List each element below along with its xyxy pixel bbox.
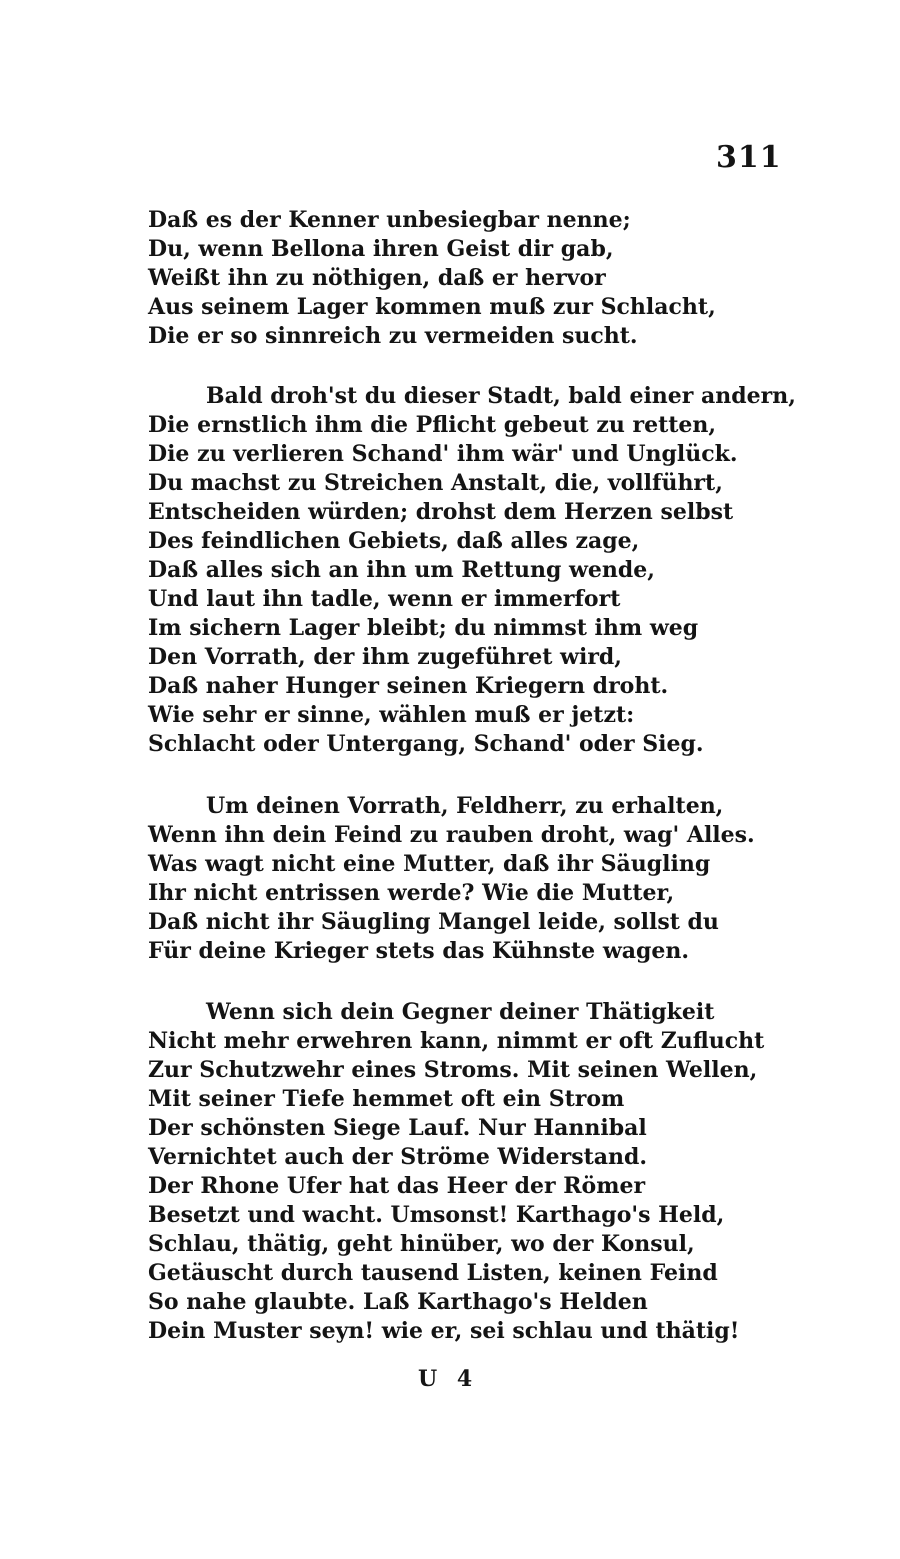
page-number: 311	[716, 140, 782, 175]
verse-line: Daß alles sich an ihn um Rettung wende,	[148, 557, 655, 583]
verse-line: Die zu verlieren Schand' ihm wär' und Unglück.	[148, 441, 738, 467]
verse-line: Daß nicht ihr Säugling Mangel leide, sollst du	[148, 909, 719, 935]
verse-line: Um deinen Vorrath, Feldherr, zu erhalten,	[206, 793, 724, 819]
verse-line: Schlau, thätig, geht hinüber, wo der Konsul,	[148, 1231, 695, 1257]
verse-line: Daß es der Kenner unbesiegbar nenne;	[148, 207, 631, 233]
stanza-1	[148, 206, 788, 351]
verse-line: Die er so sinnreich zu vermeiden sucht.	[148, 323, 638, 349]
verse-line: Wenn ihn dein Feind zu rauben droht, wag' Alles.	[148, 822, 755, 848]
verse-line: Wenn sich dein Gegner deiner Thätigkeit	[206, 999, 715, 1025]
verse-line: Entscheiden würden; drohst dem Herzen selbst	[148, 499, 734, 525]
verse-line: Des feindlichen Gebiets, daß alles zage,	[148, 528, 640, 554]
verse-line: Besetzt und wacht. Umsonst! Karthago's Held,	[148, 1202, 725, 1228]
verse-line: Und laut ihn tadle, wenn er immerfort	[148, 586, 621, 612]
stanza-3	[148, 792, 788, 966]
verse-line: Dein Muster seyn! wie er, sei schlau und thätig!	[148, 1318, 740, 1344]
verse-line: Nicht mehr erwehren kann, nimmt er oft Zuflucht	[148, 1028, 765, 1054]
verse-line: Weißt ihn zu nöthigen, daß er hervor	[148, 265, 606, 291]
verse-line: Der schönsten Siege Lauf. Nur Hannibal	[148, 1115, 647, 1141]
verse-line: Getäuscht durch tausend Listen, keinen Feind	[148, 1260, 718, 1286]
verse-line: Die ernstlich ihm die Pflicht gebeut zu retten,	[148, 412, 717, 438]
verse-line: So nahe glaubte. Laß Karthago's Helden	[148, 1289, 648, 1315]
verse-line: Den Vorrath, der ihm zugeführet wird,	[148, 644, 622, 670]
stanza-4	[148, 998, 788, 1346]
verse-line: Du, wenn Bellona ihren Geist dir gab,	[148, 236, 614, 262]
verse-line: Vernichtet auch der Ströme Widerstand.	[148, 1144, 648, 1170]
verse-line: Daß naher Hunger seinen Kriegern droht.	[148, 673, 669, 699]
verse-line: Im sichern Lager bleibt; du nimmst ihm weg	[148, 615, 699, 641]
stanza-2	[148, 382, 796, 759]
verse-line: Für deine Krieger stets das Kühnste wagen.	[148, 938, 690, 964]
signature-mark: U 4	[418, 1366, 479, 1392]
verse-line: Wie sehr er sinne, wählen muß er jetzt:	[148, 702, 635, 728]
verse-line: Was wagt nicht eine Mutter, daß ihr Säugling	[148, 851, 711, 877]
verse-line: Du machst zu Streichen Anstalt, die, vollführt,	[148, 470, 723, 496]
verse-line: Der Rhone Ufer hat das Heer der Römer	[148, 1173, 646, 1199]
verse-line: Schlacht oder Untergang, Schand' oder Sieg.	[148, 731, 704, 757]
verse-line: Aus seinem Lager kommen muß zur Schlacht,	[148, 294, 716, 320]
verse-line: Bald droh'st du dieser Stadt, bald einer andern,	[206, 383, 796, 409]
verse-line: Mit seiner Tiefe hemmet oft ein Strom	[148, 1086, 625, 1112]
verse-line: Ihr nicht entrissen werde? Wie die Mutter,	[148, 880, 675, 906]
verse-line: Zur Schutzwehr eines Stroms. Mit seinen Wellen,	[148, 1057, 758, 1083]
